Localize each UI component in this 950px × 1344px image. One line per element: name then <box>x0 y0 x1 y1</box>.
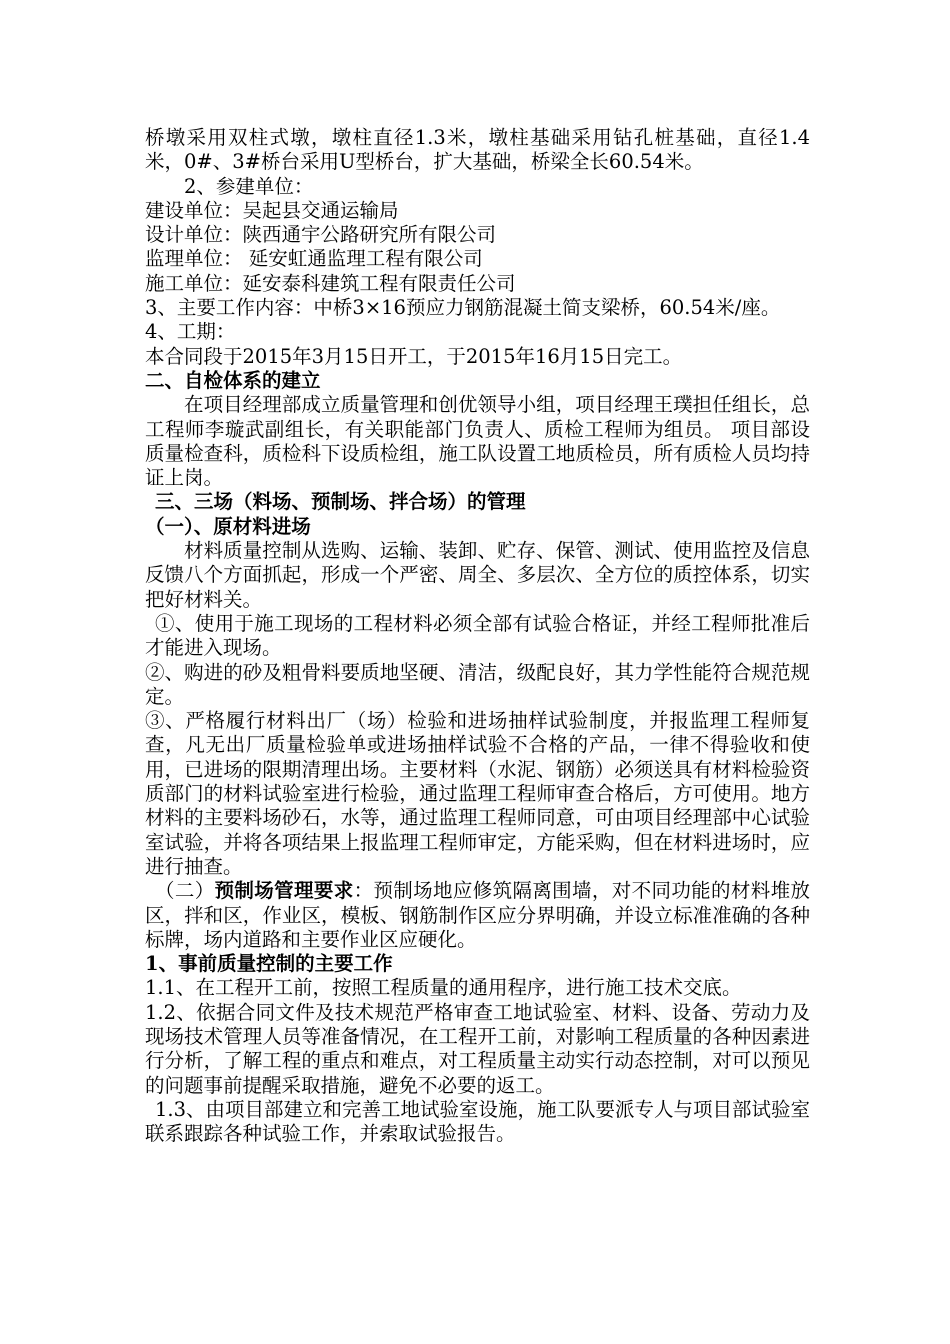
section-heading-prior-control: 1、事前质量控制的主要工作 <box>145 952 393 976</box>
construction-unit: 建设单位：吴起县交通运输局 <box>145 198 399 222</box>
material-item-2: ②、购进的砂及粗骨料要质地坚硬、清洁，级配良好，其力学性能符合规范规定。 <box>145 660 810 708</box>
supervision-unit: 监理单位： 延安虹通监理工程有限公司 <box>145 247 483 271</box>
bridge-pier-paragraph: 桥墩采用双柱式墩，墩柱直径1.3米，墩柱基础采用钻孔桩基础，直径1.4米，0#、3#桥台采用U型桥台，扩大基础，桥梁全长60.54米。 <box>145 126 810 174</box>
document-page <box>145 126 810 1146</box>
schedule-text: 本合同段于2015年3月15日开工，于2015年16月15日完工。 <box>145 344 683 368</box>
self-inspection-paragraph: 在项目经理部成立质量管理和创优领导小组，项目经理王璞担任组长，总工程师李璇武副组长，有关职能部门负责人、质检工程师为组员。 项目部设质量检查科，质检科下设质检组，施工队设置工地质检员，所有质检人员均持证上岗。 <box>145 393 810 490</box>
material-item-3: ③、严格履行材料出厂（场）检验和进场抽样试验制度，并报监理工程师复查，凡无出厂质量检验单或进场抽样试验不合格的产品，一律不得验收和使用，已进场的限期清理出场。主要材料（水泥、钢筋）必须送具有材料检验资质部门的材料试验室进行检验，通过监理工程师审查合格后，方可使用。地方材料的主要料场砂石，水等，通过监理工程师同意，可由项目经理部中心试验室试验，并将各项结果上报监理工程师审定，方能采购，但在材料进场时，应进行抽查。 <box>145 709 810 878</box>
prior-control-item-1-1: 1.1、在工程开工前，按照工程质量的通用程序，进行施工技术交底。 <box>145 976 742 1000</box>
material-item-1: ①、使用于施工现场的工程材料必须全部有试验合格证，并经工程师批准后才能进入现场。 <box>145 611 810 660</box>
schedule-label: 4、工期： <box>145 320 236 344</box>
section-heading-self-inspection: 二、自检体系的建立 <box>145 368 321 392</box>
prefab-site-prefix: （二） <box>155 879 215 903</box>
section-heading-three-sites: 三、三场（料场、预制场、拌合场）的管理 <box>155 490 526 514</box>
contractor-unit: 施工单位：延安泰科建筑工程有限责任公司 <box>145 271 516 295</box>
prior-control-item-1-2: 1.2、依据合同文件及技术规范严格审查工地试验室、材料、设备、劳动力及现场技术管理人员等准备情况，在工程开工前，对影响工程质量的各种因素进行分析，了解工程的重点和难点，对工程质量主动实行动态控制，对可以预见的问题事前提醒采取措施，避免不必要的返工。 <box>145 1000 810 1097</box>
prefab-site-paragraph <box>145 879 810 952</box>
prior-control-item-1-3: 1.3、由项目部建立和完善工地试验室设施，施工队要派专人与项目部试验室联系跟踪各种试验工作，并索取试验报告。 <box>145 1097 811 1146</box>
prefab-site-text: ：预制场地应修筑隔离围墙，对不同功能的材料堆放区，拌和区，作业区，模板、钢筋制作区应分界明确，并设立标准准确的各种标牌，场内道路和主要作业区应硬化。 <box>145 879 810 951</box>
design-unit: 设计单位：陕西通宇公路研究所有限公司 <box>145 223 497 247</box>
main-work-content: 3、主要工作内容：中桥3×16预应力钢筋混凝土简支梁桥，60.54米/座。 <box>145 296 781 320</box>
subsection-heading-raw-materials: （一）、原材料进场 <box>145 514 311 538</box>
material-control-paragraph: 材料质量控制从选购、运输、装卸、贮存、保管、测试、使用监控及信息反馈八个方面抓起，形成一个严密、周全、多层次、全方位的质控体系，切实把好材料关。 <box>145 539 810 611</box>
participants-label: 2、参建单位： <box>184 174 314 198</box>
prefab-site-title: 预制场管理要求 <box>214 879 354 903</box>
